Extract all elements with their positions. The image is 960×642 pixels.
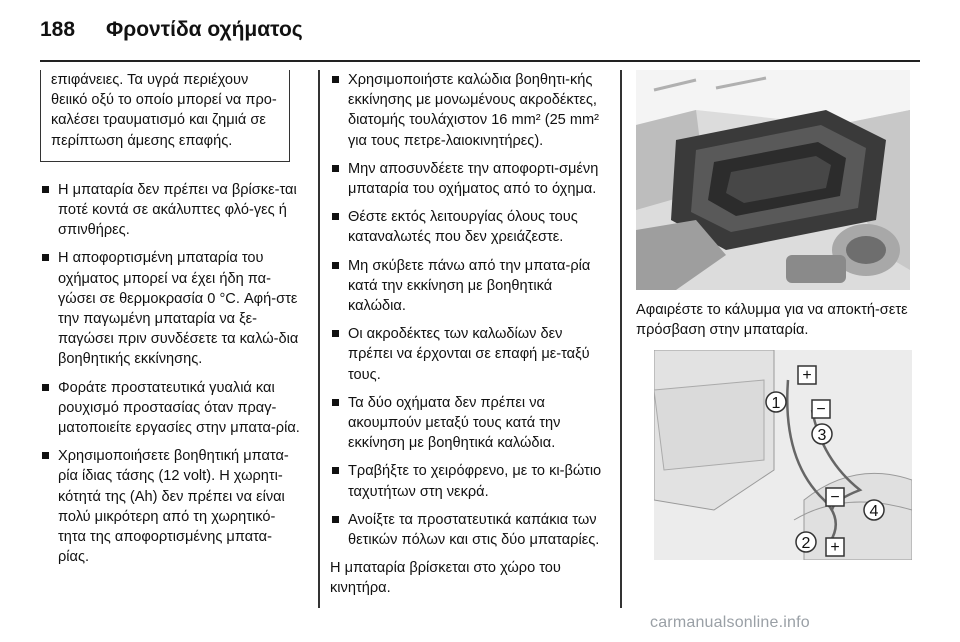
battery-location-text: Η μπαταρία βρίσκεται στο χώρο του κινητήρα. [330, 560, 561, 597]
callout-1: 1 [771, 395, 781, 413]
page-header [0, 0, 960, 62]
column-divider [620, 70, 622, 608]
list-item: Μην αποσυνδέετε την αποφορτι-σμένη μπαταρία του οχήματος από το όχημα. [330, 159, 605, 199]
watermark: carmanualsonline.info [650, 614, 810, 631]
list-item: Φοράτε προστατευτικά γυαλιά και ρουχισμό προστασίας όταν πραγ-ματοποιείτε εργασίες στην μπατα-ρία. [40, 378, 302, 439]
terminal-minus-label: − [816, 401, 826, 419]
middle-bullet-list [330, 70, 605, 550]
list-item: Θέστε εκτός λειτουργίας όλους τους καταναλωτές που δεν χρειάζεστε. [330, 207, 605, 247]
list-item: Η μπαταρία δεν πρέπει να βρίσκε-ται ποτέ κοντά σε ακάλυπτες φλό-γες ή σπινθήρες. [40, 180, 302, 241]
warning-box [40, 70, 290, 162]
callout-4: 4 [869, 503, 879, 521]
column-middle [330, 70, 605, 599]
photo-caption: Αφαιρέστε το κάλυμμα για να αποκτή-σετε πρόσβαση στην μπαταρία. [636, 302, 908, 339]
list-item: Η αποφορτισμένη μπαταρία του οχήματος μπορεί να έχει ήδη πα-γώσει σε θερμοκρασία 0 °C. Αφή-στε την παγωμένη μπαταρία να ξε-παγώσει πριν συνδέσετε τα καλώ-δια βοηθητικής εκκίνησης. [40, 248, 302, 369]
header-rule [40, 60, 920, 62]
list-item: Χρησιμοποιήσετε βοηθητική μπατα-ρία ίδιας τάσης (12 volt). Η χωρητι-κότητά της (Ah) δεν πρέπει να είναι πολύ μικρότερη από τη χωρητικό-τητα της αποφορτισμένης μπατα-ρίας. [40, 446, 302, 567]
page-number: 188 [40, 18, 76, 41]
column-divider [318, 70, 320, 608]
battery-cover-photo [636, 70, 910, 290]
column-right [636, 70, 926, 560]
list-item: Οι ακροδέκτες των καλωδίων δεν πρέπει να έρχονται σε επαφή με-ταξύ τους. [330, 324, 605, 385]
terminal-plus-label: + [830, 539, 840, 557]
terminal-plus-label: + [802, 367, 812, 385]
jump-start-diagram [654, 350, 912, 560]
warning-text: επιφάνειες. Τα υγρά περιέχουν θειικό οξύ το οποίο μπορεί να προ-καλέσει τραυματισμό και ζημιά σε περίπτωση άμεσης επαφής. [51, 72, 277, 149]
terminal-minus-label: − [830, 489, 840, 507]
engine-bay-illustration [636, 70, 910, 290]
list-item: Τραβήξτε το χειρόφρενο, με το κι-βώτιο ταχυτήτων στη νεκρά. [330, 461, 605, 501]
list-item: Ανοίξτε τα προστατευτικά καπάκια των θετικών πόλων και στις δύο μπαταρίες. [330, 510, 605, 550]
callout-2: 2 [801, 535, 811, 553]
page-title: Φροντίδα οχήματος [106, 18, 303, 41]
list-item: Μη σκύβετε πάνω από την μπατα-ρία κατά την εκκίνηση με βοηθητικά καλώδια. [330, 256, 605, 317]
left-bullet-list [40, 180, 302, 568]
list-item: Τα δύο οχήματα δεν πρέπει να ακουμπούν μεταξύ τους κατά την εκκίνηση με βοηθητικά καλώδια. [330, 393, 605, 454]
callout-3: 3 [817, 427, 827, 445]
column-left [40, 70, 302, 575]
list-item: Χρησιμοποιήστε καλώδια βοηθητι-κής εκκίνησης με μονωμένους ακροδέκτες, διατομής τουλάχιστον 16 mm² (25 mm² για τους πετρε-λαιοκινητήρες). [330, 70, 605, 151]
jumper-cable-illustration [654, 350, 912, 560]
